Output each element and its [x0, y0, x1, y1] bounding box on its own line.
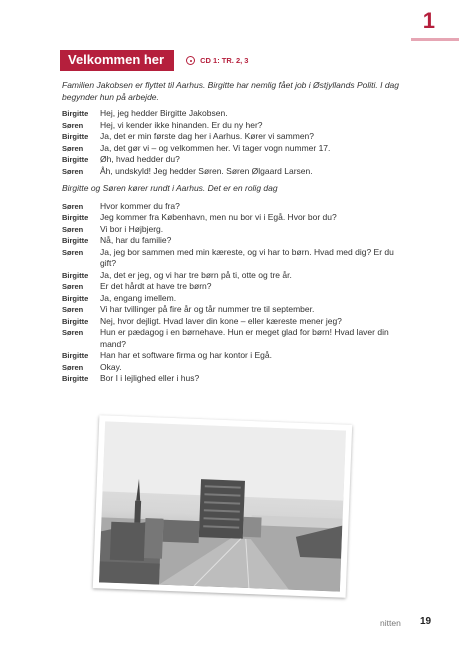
speaker-name: Birgitte	[62, 213, 89, 222]
dialog-line	[62, 362, 407, 374]
speaker-name: Søren	[62, 362, 84, 372]
dialog-line	[62, 373, 407, 385]
dialog-line	[62, 143, 407, 155]
speaker-name: Birgitte	[62, 109, 89, 118]
dialog-line	[62, 350, 407, 362]
dialog-line	[62, 154, 407, 166]
dialog-text: Ja, det er jeg, og vi har tre børn på ti, otte og tre år.	[100, 269, 292, 280]
city-illustration	[99, 421, 346, 591]
dialog-text: Hej, vi kender ikke hinanden. Er du ny her?	[100, 119, 263, 130]
section-header	[60, 50, 248, 71]
dialog-text: Okay.	[100, 361, 122, 372]
dialog-text: Hun er pædagog i en børnehave. Hun er meget glad for børn! Hvad laver din mand?	[100, 327, 389, 349]
dialog-text: Bor I i lejlighed eller i hus?	[100, 373, 200, 383]
dialog-line	[62, 120, 407, 132]
page-number: 19	[420, 616, 432, 627]
speaker-name: Birgitte	[62, 374, 89, 383]
intro-text: Familien Jakobsen er flyttet til Aarhus. Birgitte har nemlig fået job i Østjyllands Politi. I dag begynder hun på arbejde.	[62, 80, 400, 102]
dialog-line	[62, 304, 407, 316]
chapter-bar	[411, 38, 459, 41]
dialog-line	[62, 224, 407, 236]
section-title: Velkommen her	[60, 50, 174, 71]
dialog-text: Ja, engang imellem.	[100, 292, 177, 303]
dialog-text: Vi har tvillinger på fire år og tår nummer tre til september.	[100, 304, 315, 314]
speaker-name: Søren	[62, 305, 84, 314]
dialog-line	[62, 270, 407, 282]
photo-frame	[93, 415, 352, 598]
page-word: nitten	[380, 618, 401, 628]
dialog-line	[62, 293, 407, 305]
text-body	[62, 80, 407, 385]
dialog-text: Nå, har du familie?	[100, 235, 172, 245]
dialog-line	[62, 131, 407, 143]
dialog-text: Ja, det gør vi – og velkommen her. Vi tager vogn nummer 17.	[100, 142, 331, 153]
cd-icon	[186, 56, 195, 65]
dialog-text: Åh, undskyld! Jeg hedder Søren. Søren Ølgaard Larsen.	[100, 165, 313, 176]
dialog-text: Jeg kommer fra København, men nu bor vi i Egå. Hvor bor du?	[100, 212, 337, 222]
speaker-name: Birgitte	[62, 293, 89, 303]
speaker-name: Birgitte	[62, 351, 89, 360]
speaker-name: Søren	[62, 166, 84, 176]
speaker-name: Søren	[62, 224, 84, 234]
dialog-line	[62, 316, 407, 328]
dialog-1	[62, 108, 407, 177]
speaker-name: Søren	[62, 328, 84, 337]
dialog-text: Nej, hvor dejligt. Hvad laver din kone – eller kæreste mener jeg?	[100, 315, 342, 326]
cd-track-label: CD 1: TR. 2, 3	[200, 56, 249, 65]
chapter-number: 1	[422, 8, 435, 33]
speaker-name: Søren	[62, 247, 84, 257]
aarhus-city-photo	[99, 421, 346, 591]
dialog-text: Øh, hvad hedder du?	[100, 154, 180, 164]
dialog-line	[62, 166, 407, 178]
dialog-text: Ja, jeg bor sammen med min kæreste, og vi har to børn. Hvad med dig? Er du gift?	[100, 246, 394, 268]
dialog-text: Ja, det er min første dag her i Aarhus. Kører vi sammen?	[100, 131, 314, 141]
cd-reference	[186, 56, 248, 65]
dialog-line	[62, 247, 407, 270]
dialog-line	[62, 201, 407, 213]
dialog-line	[62, 108, 407, 120]
speaker-name: Birgitte	[62, 236, 89, 245]
speaker-name: Birgitte	[62, 316, 89, 326]
speaker-name: Birgitte	[62, 270, 89, 280]
dialog-line	[62, 281, 407, 293]
dialog-2	[62, 201, 407, 385]
dialog-text: Er det hårdt at have tre børn?	[100, 281, 212, 291]
speaker-name: Birgitte	[62, 132, 89, 141]
speaker-name: Søren	[62, 143, 84, 153]
interlude-text: Birgitte og Søren kører rundt i Aarhus. Det er en rolig dag	[62, 183, 278, 193]
speaker-name: Søren	[62, 120, 84, 130]
dialog-line	[62, 327, 407, 350]
dialog-text: Han har et software firma og har kontor i Egå.	[100, 350, 272, 360]
speaker-name: Søren	[62, 282, 84, 291]
speaker-name: Søren	[62, 201, 84, 211]
dialog-text: Hvor kommer du fra?	[100, 200, 180, 211]
dialog-line	[62, 235, 407, 247]
dialog-text: Vi bor i Højbjerg.	[100, 223, 164, 234]
speaker-name: Birgitte	[62, 155, 89, 164]
dialog-line	[62, 212, 407, 224]
dialog-text: Hej, jeg hedder Birgitte Jakobsen.	[100, 108, 228, 118]
